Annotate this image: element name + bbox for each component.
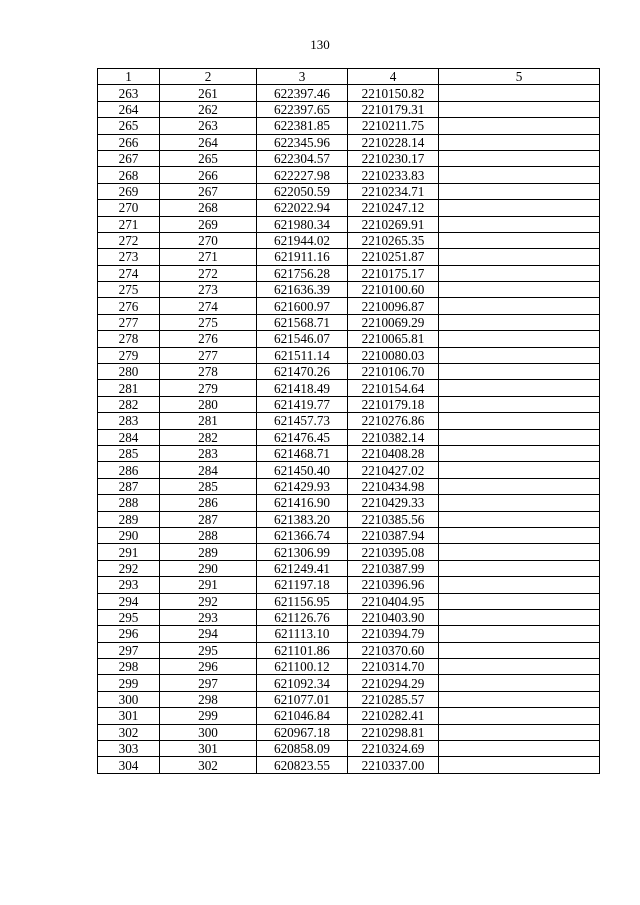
- table-cell: 268: [98, 167, 160, 183]
- table-cell: 270: [160, 232, 257, 248]
- table-cell: 621476.45: [257, 429, 348, 445]
- table-cell: 2210429.33: [348, 495, 439, 511]
- table-cell: 2210276.86: [348, 413, 439, 429]
- page-number: 130: [310, 37, 330, 52]
- table-cell: 2210265.35: [348, 232, 439, 248]
- table-cell: 298: [98, 659, 160, 675]
- table-cell: [439, 462, 600, 478]
- table-cell: [439, 560, 600, 576]
- table-cell: [439, 200, 600, 216]
- table-cell: [439, 708, 600, 724]
- table-row: [98, 478, 600, 494]
- table-cell: 297: [98, 642, 160, 658]
- table-cell: 264: [160, 134, 257, 150]
- table-cell: [439, 85, 600, 101]
- coordinates-table: [97, 68, 600, 774]
- table-cell: 2210396.96: [348, 577, 439, 593]
- table-cell: 2210427.02: [348, 462, 439, 478]
- table-cell: 621126.76: [257, 609, 348, 625]
- table-cell: 301: [98, 708, 160, 724]
- table-cell: 2210314.70: [348, 659, 439, 675]
- table-cell: 283: [98, 413, 160, 429]
- table-cell: [439, 511, 600, 527]
- table-cell: [439, 495, 600, 511]
- table-cell: 297: [160, 675, 257, 691]
- table-cell: [439, 134, 600, 150]
- table-row: [98, 413, 600, 429]
- table-cell: [439, 691, 600, 707]
- table-row: [98, 298, 600, 314]
- table-cell: 263: [160, 118, 257, 134]
- table-row: [98, 659, 600, 675]
- table-cell: 2210175.17: [348, 265, 439, 281]
- table-cell: 281: [98, 380, 160, 396]
- table-cell: 621101.86: [257, 642, 348, 658]
- table-row: [98, 314, 600, 330]
- table-cell: 273: [160, 282, 257, 298]
- table-row: [98, 282, 600, 298]
- table-cell: 289: [160, 544, 257, 560]
- table-cell: [439, 675, 600, 691]
- table-cell: 299: [98, 675, 160, 691]
- table-cell: 266: [98, 134, 160, 150]
- table-cell: 621944.02: [257, 232, 348, 248]
- table-cell: 621156.95: [257, 593, 348, 609]
- table-cell: 296: [160, 659, 257, 675]
- table-row: [98, 265, 600, 281]
- table-cell: 271: [160, 249, 257, 265]
- table-cell: 2210080.03: [348, 347, 439, 363]
- table-cell: [439, 609, 600, 625]
- table-cell: 621568.71: [257, 314, 348, 330]
- table-cell: 621429.93: [257, 478, 348, 494]
- table-cell: 301: [160, 741, 257, 757]
- table-cell: 292: [160, 593, 257, 609]
- table-cell: 277: [98, 314, 160, 330]
- table-cell: [439, 478, 600, 494]
- table-cell: 2210294.29: [348, 675, 439, 691]
- table-cell: 264: [98, 101, 160, 117]
- table-cell: 280: [98, 364, 160, 380]
- table-cell: [439, 249, 600, 265]
- table-cell: 622345.96: [257, 134, 348, 150]
- table-cell: 283: [160, 445, 257, 461]
- table-cell: [439, 282, 600, 298]
- table-cell: [439, 724, 600, 740]
- table-cell: 293: [98, 577, 160, 593]
- table-cell: 620858.09: [257, 741, 348, 757]
- table-cell: 622397.46: [257, 85, 348, 101]
- table-row: [98, 527, 600, 543]
- table-cell: 2210179.31: [348, 101, 439, 117]
- table-cell: [439, 347, 600, 363]
- table-cell: 275: [98, 282, 160, 298]
- table-cell: 2210065.81: [348, 331, 439, 347]
- table-cell: [439, 527, 600, 543]
- table-cell: [439, 413, 600, 429]
- table-row: [98, 118, 600, 134]
- table-row: [98, 183, 600, 199]
- table-cell: 2210234.71: [348, 183, 439, 199]
- table-row: [98, 708, 600, 724]
- table-cell: [439, 445, 600, 461]
- table-cell: 270: [98, 200, 160, 216]
- table-row: [98, 101, 600, 117]
- table-cell: 621113.10: [257, 626, 348, 642]
- table-cell: 287: [160, 511, 257, 527]
- table-cell: [439, 626, 600, 642]
- table-cell: 621197.18: [257, 577, 348, 593]
- table-row: [98, 167, 600, 183]
- table-cell: 2210394.79: [348, 626, 439, 642]
- table-row: [98, 85, 600, 101]
- table-cell: 621092.34: [257, 675, 348, 691]
- table-cell: 2210403.90: [348, 609, 439, 625]
- table-cell: 295: [98, 609, 160, 625]
- table-cell: 621468.71: [257, 445, 348, 461]
- table-row: [98, 691, 600, 707]
- table-row: [98, 626, 600, 642]
- table-cell: 621470.26: [257, 364, 348, 380]
- table-cell: 2210251.87: [348, 249, 439, 265]
- table-cell: 289: [98, 511, 160, 527]
- table-cell: 284: [98, 429, 160, 445]
- table-cell: 299: [160, 708, 257, 724]
- table-cell: 621457.73: [257, 413, 348, 429]
- table-row: [98, 216, 600, 232]
- table-cell: 290: [160, 560, 257, 576]
- table-cell: 286: [98, 462, 160, 478]
- table-cell: 293: [160, 609, 257, 625]
- table-cell: 621600.97: [257, 298, 348, 314]
- table-row: [98, 675, 600, 691]
- table-cell: 292: [98, 560, 160, 576]
- table-row: [98, 544, 600, 560]
- table-cell: 291: [98, 544, 160, 560]
- table-row: [98, 462, 600, 478]
- table-row: [98, 642, 600, 658]
- table-cell: 285: [160, 478, 257, 494]
- table-cell: 276: [160, 331, 257, 347]
- table-cell: 279: [160, 380, 257, 396]
- table-cell: 303: [98, 741, 160, 757]
- table-row: [98, 724, 600, 740]
- table-cell: 2210228.14: [348, 134, 439, 150]
- table-cell: 298: [160, 691, 257, 707]
- table-cell: [439, 150, 600, 166]
- table-cell: 2210434.98: [348, 478, 439, 494]
- table-cell: 2210096.87: [348, 298, 439, 314]
- table-row: [98, 511, 600, 527]
- table-cell: 621418.49: [257, 380, 348, 396]
- table-cell: 269: [98, 183, 160, 199]
- table-cell: [439, 101, 600, 117]
- table-cell: 621450.40: [257, 462, 348, 478]
- table-row: [98, 495, 600, 511]
- table-cell: 265: [98, 118, 160, 134]
- table-cell: [439, 183, 600, 199]
- table-cell: 272: [160, 265, 257, 281]
- table-cell: [439, 544, 600, 560]
- table-cell: 2210154.64: [348, 380, 439, 396]
- table-cell: 276: [98, 298, 160, 314]
- header-row: [98, 69, 600, 85]
- table-cell: [439, 331, 600, 347]
- table-row: [98, 609, 600, 625]
- table-cell: 2210395.08: [348, 544, 439, 560]
- table-row: [98, 364, 600, 380]
- table-row: [98, 560, 600, 576]
- column-header: 2: [160, 69, 257, 85]
- table-cell: 300: [160, 724, 257, 740]
- table-cell: [439, 429, 600, 445]
- table-cell: 2210370.60: [348, 642, 439, 658]
- table-cell: 2210387.94: [348, 527, 439, 543]
- table-cell: 2210211.75: [348, 118, 439, 134]
- table-cell: [439, 741, 600, 757]
- table-cell: 621756.28: [257, 265, 348, 281]
- table-cell: 620967.18: [257, 724, 348, 740]
- table-cell: 2210387.99: [348, 560, 439, 576]
- table-cell: [439, 642, 600, 658]
- table-cell: 622304.57: [257, 150, 348, 166]
- table-row: [98, 396, 600, 412]
- table-cell: 2210106.70: [348, 364, 439, 380]
- table-row: [98, 200, 600, 216]
- table-cell: 622227.98: [257, 167, 348, 183]
- table-cell: 2210247.12: [348, 200, 439, 216]
- table-cell: 2210233.83: [348, 167, 439, 183]
- table-cell: 280: [160, 396, 257, 412]
- table-cell: 288: [98, 495, 160, 511]
- table-cell: 621249.41: [257, 560, 348, 576]
- table-cell: 621546.07: [257, 331, 348, 347]
- table-cell: 621911.16: [257, 249, 348, 265]
- table-cell: 278: [160, 364, 257, 380]
- table-cell: 2210298.81: [348, 724, 439, 740]
- table-cell: 2210385.56: [348, 511, 439, 527]
- table-cell: 277: [160, 347, 257, 363]
- table-cell: 262: [160, 101, 257, 117]
- table-cell: 622022.94: [257, 200, 348, 216]
- table-cell: 621636.39: [257, 282, 348, 298]
- table-cell: 621419.77: [257, 396, 348, 412]
- table-row: [98, 134, 600, 150]
- column-header: 3: [257, 69, 348, 85]
- table-cell: 275: [160, 314, 257, 330]
- table-cell: [439, 314, 600, 330]
- table-cell: [439, 118, 600, 134]
- table-cell: 622397.65: [257, 101, 348, 117]
- table-cell: 294: [98, 593, 160, 609]
- table-cell: [439, 593, 600, 609]
- table-cell: 622381.85: [257, 118, 348, 134]
- table-cell: 288: [160, 527, 257, 543]
- table-body: [98, 85, 600, 773]
- table-row: [98, 232, 600, 248]
- table-cell: 286: [160, 495, 257, 511]
- column-header: 1: [98, 69, 160, 85]
- table-cell: 287: [98, 478, 160, 494]
- table-cell: [439, 167, 600, 183]
- table-cell: 273: [98, 249, 160, 265]
- table-row: [98, 347, 600, 363]
- table-cell: 621046.84: [257, 708, 348, 724]
- table-cell: [439, 757, 600, 773]
- table-cell: 271: [98, 216, 160, 232]
- column-header: 5: [439, 69, 600, 85]
- table-cell: 265: [160, 150, 257, 166]
- table-row: [98, 741, 600, 757]
- table-cell: [439, 380, 600, 396]
- table-cell: 281: [160, 413, 257, 429]
- table-cell: 294: [160, 626, 257, 642]
- table-cell: 285: [98, 445, 160, 461]
- table-cell: 621306.99: [257, 544, 348, 560]
- table-cell: [439, 265, 600, 281]
- table-cell: 268: [160, 200, 257, 216]
- table-cell: 302: [160, 757, 257, 773]
- table-cell: 266: [160, 167, 257, 183]
- table-cell: 2210324.69: [348, 741, 439, 757]
- table-cell: [439, 364, 600, 380]
- table-row: [98, 249, 600, 265]
- table-cell: 269: [160, 216, 257, 232]
- table-cell: 282: [160, 429, 257, 445]
- table-cell: 2210100.60: [348, 282, 439, 298]
- table-cell: 2210282.41: [348, 708, 439, 724]
- table-row: [98, 380, 600, 396]
- table-row: [98, 593, 600, 609]
- table-cell: 2210408.28: [348, 445, 439, 461]
- table-cell: 2210230.17: [348, 150, 439, 166]
- table-cell: 621100.12: [257, 659, 348, 675]
- table-cell: 263: [98, 85, 160, 101]
- table-cell: 2210269.91: [348, 216, 439, 232]
- table-row: [98, 577, 600, 593]
- table-cell: 284: [160, 462, 257, 478]
- table-cell: 282: [98, 396, 160, 412]
- table-cell: 274: [160, 298, 257, 314]
- column-header: 4: [348, 69, 439, 85]
- table-row: [98, 331, 600, 347]
- table-cell: 290: [98, 527, 160, 543]
- table-cell: 621383.20: [257, 511, 348, 527]
- table-cell: [439, 577, 600, 593]
- table-cell: 267: [160, 183, 257, 199]
- table-row: [98, 150, 600, 166]
- table-cell: [439, 216, 600, 232]
- table-cell: 279: [98, 347, 160, 363]
- table-cell: [439, 659, 600, 675]
- table-cell: 261: [160, 85, 257, 101]
- table-cell: 267: [98, 150, 160, 166]
- table-cell: 2210069.29: [348, 314, 439, 330]
- table-cell: 621366.74: [257, 527, 348, 543]
- table-cell: 621416.90: [257, 495, 348, 511]
- table-cell: 620823.55: [257, 757, 348, 773]
- table-cell: 304: [98, 757, 160, 773]
- table-header: [98, 69, 600, 85]
- table-cell: 2210179.18: [348, 396, 439, 412]
- table-cell: 621511.14: [257, 347, 348, 363]
- table-cell: 300: [98, 691, 160, 707]
- table-cell: 296: [98, 626, 160, 642]
- table-cell: 302: [98, 724, 160, 740]
- table-cell: 2210337.00: [348, 757, 439, 773]
- table-row: [98, 445, 600, 461]
- table-cell: 2210404.95: [348, 593, 439, 609]
- table-cell: 274: [98, 265, 160, 281]
- table-cell: [439, 298, 600, 314]
- table-cell: 2210285.57: [348, 691, 439, 707]
- table-cell: 291: [160, 577, 257, 593]
- table-cell: [439, 396, 600, 412]
- table-cell: 621980.34: [257, 216, 348, 232]
- table-cell: [439, 232, 600, 248]
- table-cell: 622050.59: [257, 183, 348, 199]
- table-row: [98, 757, 600, 773]
- table-row: [98, 429, 600, 445]
- table-cell: 272: [98, 232, 160, 248]
- table-cell: 2210382.14: [348, 429, 439, 445]
- table-cell: 621077.01: [257, 691, 348, 707]
- table-cell: 2210150.82: [348, 85, 439, 101]
- table-cell: 295: [160, 642, 257, 658]
- table-cell: 278: [98, 331, 160, 347]
